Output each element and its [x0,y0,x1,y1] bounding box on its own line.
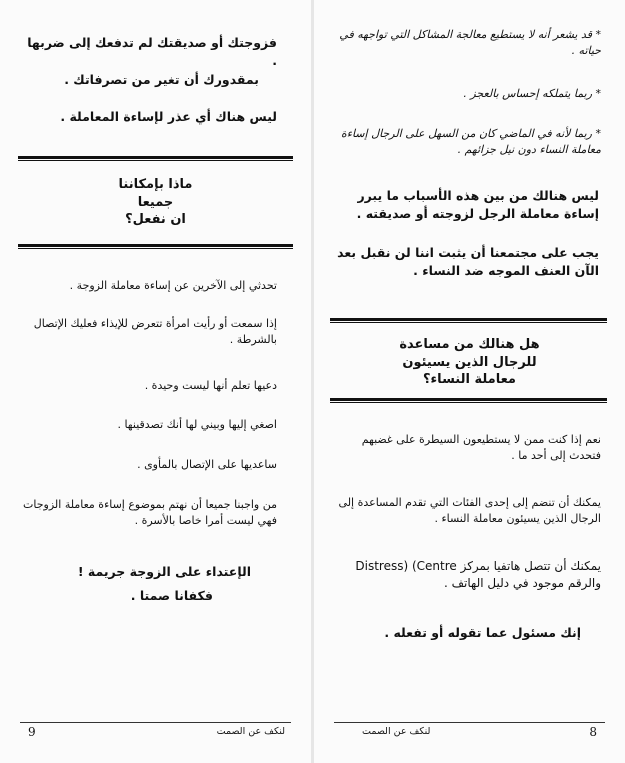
bold-paragraph-1: ليس هنالك من بين هذه الأسباب ما يبرر إساءة معاملة الرجل لزوجته أو صديقته . [356,188,599,222]
paragraph-4: اصغي إليها وبيني لها أنك تصدقينها . [117,418,277,431]
page-footer [334,722,605,741]
intro-line-3: ليس هناك أي عذر لإساءة المعاملة . [60,109,277,124]
box-title [0,176,311,229]
bold-paragraph-2: يجب على مجتمعنا أن يثبت اننا لن نقبل بعد الآن العنف الموجه ضد النساء . [337,245,599,279]
paragraph-1: تحدثي إلى الآخرين عن إساءة معاملة الزوجة . [69,279,277,292]
box-title-line-2: جميعا [137,194,174,210]
bullet-2: * ربما يتملكه إحساس بالعجز . [463,87,601,100]
bullet-3: * ربما لأنه في الماضي كان من السهل على الرجال إساءة معاملة النساء دون نيل جزائهم . [341,127,601,156]
intro-line-2: بمقدورك أن تغير من تصرفاتك . [64,72,259,87]
box-top-rule [18,156,293,159]
closing-line: إنك مسئول عما تقوله أو تفعله . [384,625,581,640]
intro-line-1: فزوجتك أو صديقتك لم تدفعك إلى ضربها . [27,35,277,69]
box-title-line-3: معاملة النساء؟ [423,372,516,388]
closing-line-1: الإعتداء على الزوجة جريمة ! [77,564,251,579]
box-bottom-rule [330,398,607,401]
paragraph-5: ساعديها على الإتصال بالمأوى . [137,458,277,471]
box-title [314,336,625,389]
box-title-line-2: للرجال الذين يسيئون [402,354,537,370]
paragraph-1: نعم إذا كنت ممن لا يستطيعون السيطرة على غضبهم فتحدث إلى أحد ما . [361,433,601,462]
paragraph-6: من واجبنا جميعا أن نهتم بموضوع إساءة معاملة الزوجات فهي ليست أمرا خاصا بالأسرة . [23,498,277,527]
paragraph-3: يمكنك أن تتصل هاتفيا بمركز Distress) (Centre والرقم موجود في دليل الهاتف . [355,559,601,591]
page-number: 9 [28,725,36,739]
page-8 [314,0,625,763]
box-title-line-3: ان نفعل؟ [125,212,186,228]
box-title-line-1: ماذا بإمكاننا [118,177,193,192]
footer-label: لنكف عن الصمت [362,726,431,737]
box-bottom-rule [18,244,293,247]
page-footer [20,722,291,741]
page-number: 8 [589,725,597,739]
box-title-line-1: هل هنالك من مساعدة [399,337,540,352]
bullet-1: * قد يشعر أنه لا يستطيع معالجة المشاكل التي تواجهه في حياته . [339,28,601,57]
paragraph-2: إذا سمعت أو رأيت امرأة تتعرض للإيذاء فعليك الإتصال بالشرطة . [33,317,277,346]
box-top-rule [330,318,607,321]
footer-label: لنكف عن الصمت [216,726,285,737]
closing-line-2: فكفانا صمتا . [130,588,213,603]
paragraph-3: دعيها تعلم أنها ليست وحيدة . [144,379,277,392]
paragraph-2: يمكنك أن تنضم إلى إحدى الفئات التي تقدم المساعدة إلى الرجال الذين يسيئون معاملة النساء . [338,496,601,525]
page-9 [0,0,311,763]
